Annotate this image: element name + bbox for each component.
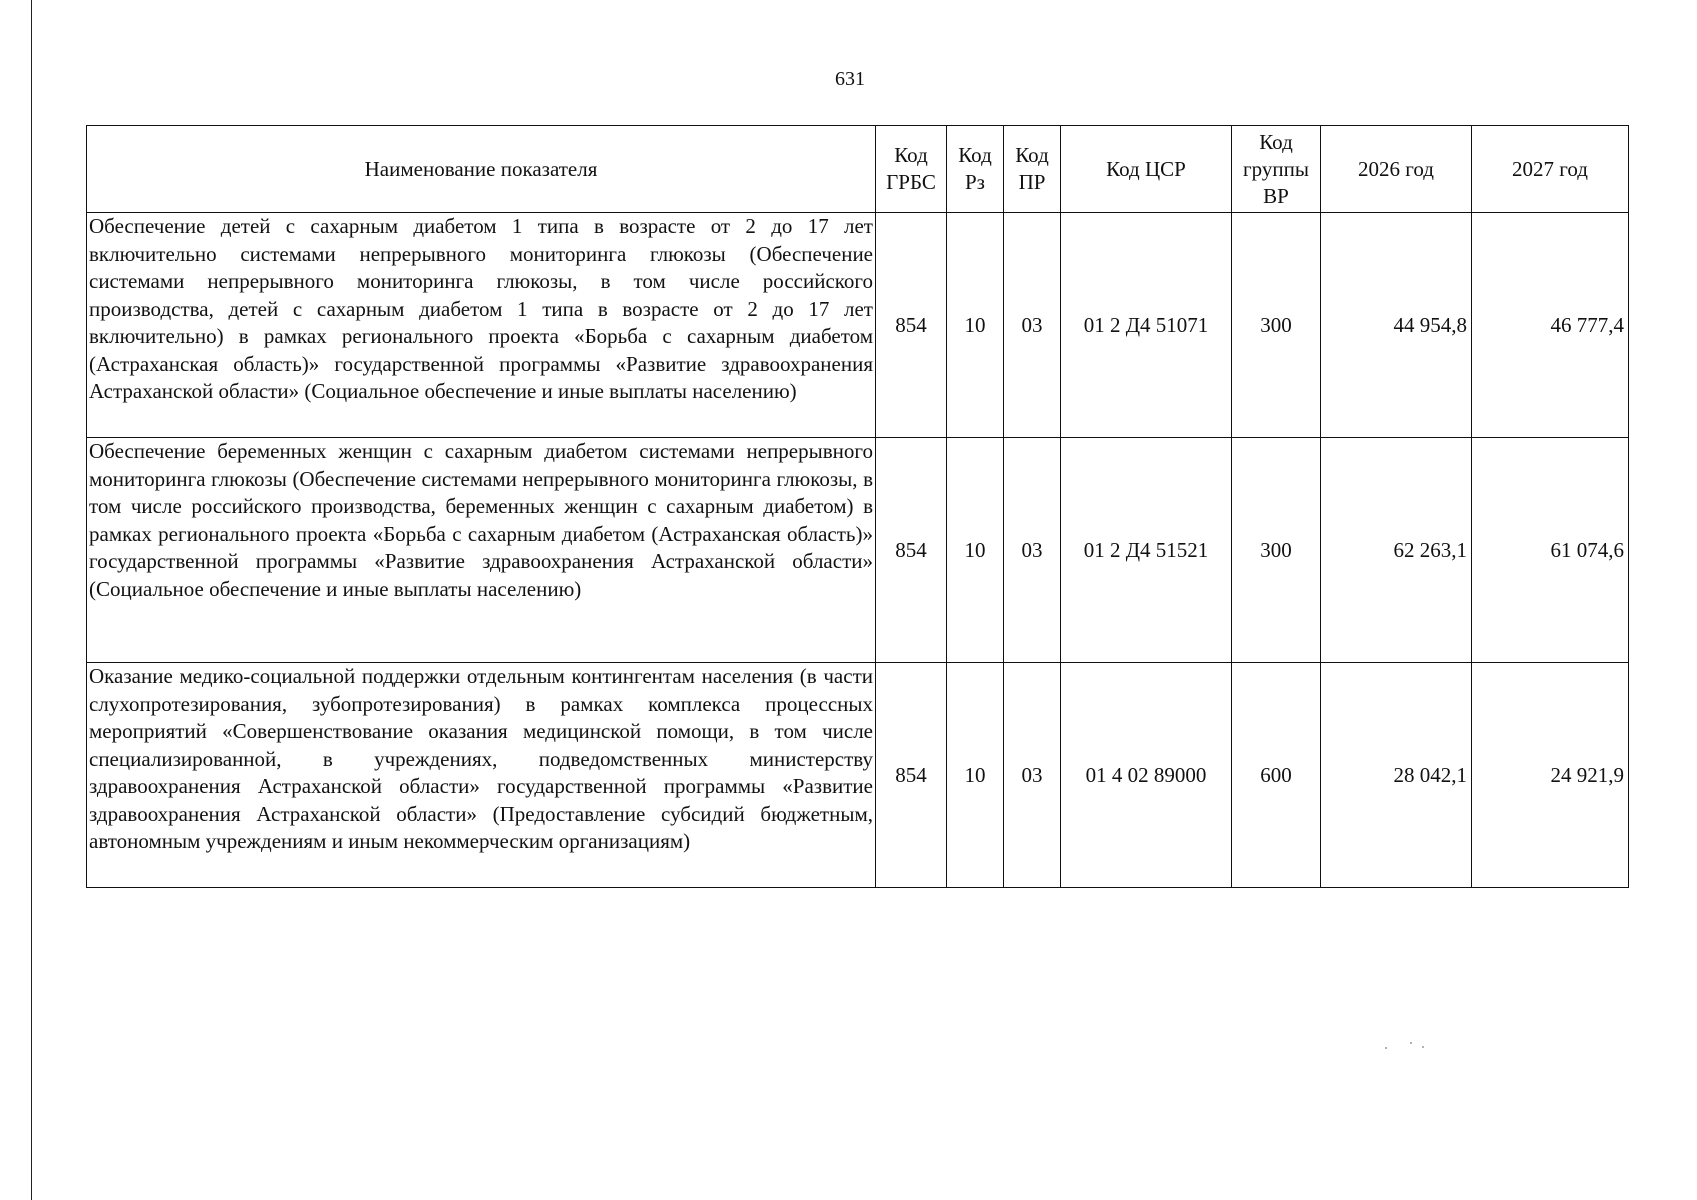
- cell-csr: 01 2 Д4 51071: [1061, 213, 1232, 438]
- cell-2026: 44 954,8: [1321, 213, 1472, 438]
- cell-name: Обеспечение детей с сахарным диабетом 1 типа в возрасте от 2 до 17 лет включительно системами непрерывного мониторинга глюкозы (Обеспечение системами непрерывного мониторинга глюкозы, в том числе российского производства, детей с сахарным диабетом 1 типа в возрасте от 2 до 17 лет включительно) в рамках регионального проекта «Борьба с сахарным диабетом (Астраханская область)» государственной программы «Развитие здравоохранения Астраханской области» (Социальное обеспечение и иные выплаты населению): [87, 213, 876, 438]
- cell-2027: 61 074,6: [1472, 438, 1629, 663]
- cell-name: Обеспечение беременных женщин с сахарным диабетом системами непрерывного мониторинга глюкозы (Обеспечение системами непрерывного мониторинга глюкозы, в том числе российского производства, беременных женщин с сахарным диабетом) в рамках регионального проекта «Борьба с сахарным диабетом (Астраханская область)» государственной программы «Развитие здравоохранения Астраханской области» (Социальное обеспечение и иные выплаты населению): [87, 438, 876, 663]
- cell-2027: 46 777,4: [1472, 213, 1629, 438]
- cell-vr: 600: [1232, 663, 1321, 888]
- table-row: [87, 213, 1629, 438]
- cell-rz: 10: [947, 438, 1004, 663]
- header-2027: 2027 год: [1472, 126, 1629, 213]
- cell-pr: 03: [1004, 213, 1061, 438]
- page-binding-line: [31, 0, 32, 1200]
- cell-2027: 24 921,9: [1472, 663, 1629, 888]
- cell-vr: 300: [1232, 438, 1321, 663]
- table-header-row: [87, 126, 1629, 213]
- cell-pr: 03: [1004, 438, 1061, 663]
- header-vr: Код группы ВР: [1232, 126, 1321, 213]
- header-csr: Код ЦСР: [1061, 126, 1232, 213]
- cell-grbs: 854: [876, 213, 947, 438]
- header-2026: 2026 год: [1321, 126, 1472, 213]
- cell-vr: 300: [1232, 213, 1321, 438]
- cell-name: Оказание медико-социальной поддержки отдельным контингентам населения (в части слухопротезирования, зубопротезирования) в рамках комплекса процессных мероприятий «Совершенствование оказания медицинской помощи, в том числе специализированной, в учреждениях, подведомственных министерству здравоохранения Астраханской области» государственной программы «Развитие здравоохранения Астраханской области» (Предоставление субсидий бюджетным, автономным учреждениям и иным некоммерческим организациям): [87, 663, 876, 888]
- header-name: Наименование показателя: [87, 126, 876, 213]
- cell-csr: 01 2 Д4 51521: [1061, 438, 1232, 663]
- table-row: [87, 663, 1629, 888]
- cell-grbs: 854: [876, 663, 947, 888]
- scan-speck: [1385, 1047, 1387, 1049]
- cell-csr: 01 4 02 89000: [1061, 663, 1232, 888]
- cell-rz: 10: [947, 663, 1004, 888]
- cell-pr: 03: [1004, 663, 1061, 888]
- budget-table: [86, 125, 1629, 888]
- header-rz: Код Рз: [947, 126, 1004, 213]
- cell-rz: 10: [947, 213, 1004, 438]
- scan-speck: [1422, 1046, 1424, 1048]
- header-grbs: Код ГРБС: [876, 126, 947, 213]
- scan-speck: [1410, 1042, 1412, 1044]
- page-number: 631: [835, 68, 865, 90]
- header-pr: Код ПР: [1004, 126, 1061, 213]
- cell-2026: 28 042,1: [1321, 663, 1472, 888]
- cell-2026: 62 263,1: [1321, 438, 1472, 663]
- cell-grbs: 854: [876, 438, 947, 663]
- table-row: [87, 438, 1629, 663]
